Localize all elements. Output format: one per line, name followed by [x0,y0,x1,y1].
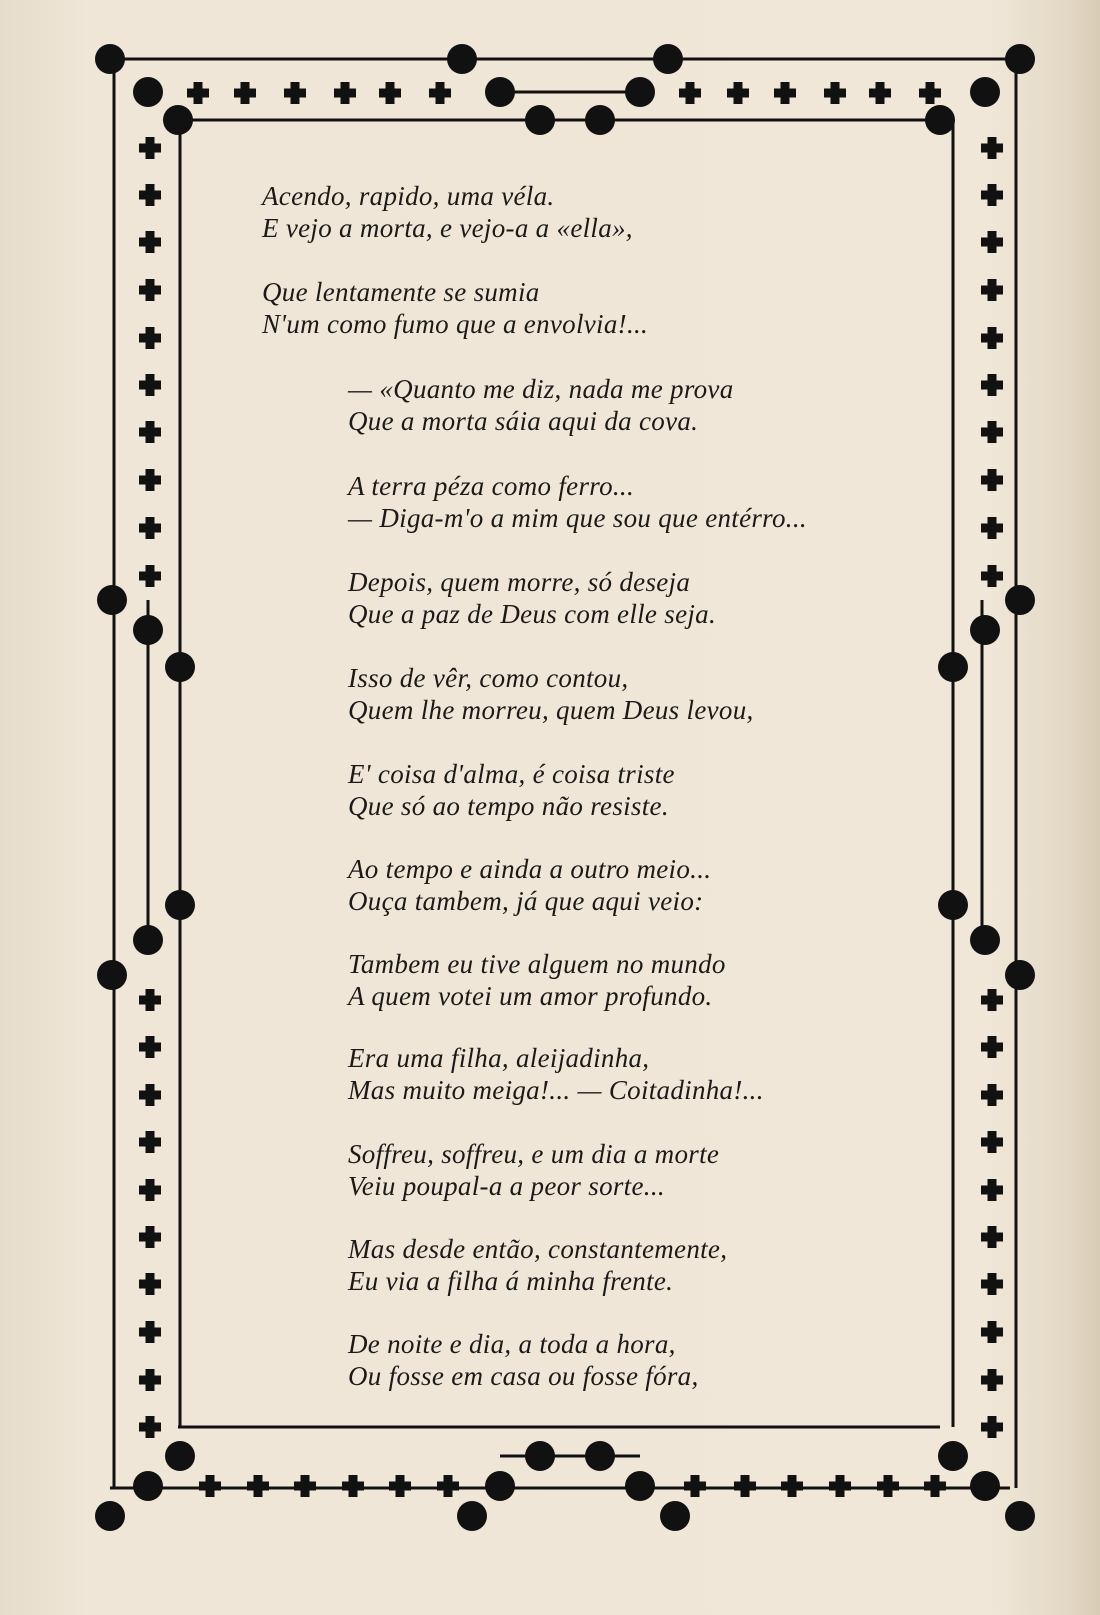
border-dot-ornament [925,105,955,135]
stanza [262,180,942,244]
border-dot-ornament [625,1471,655,1501]
cross-ornament [139,565,161,587]
cross-ornament [684,1475,706,1497]
cross-ornament [429,82,451,104]
cross-ornament [981,137,1003,159]
cross-ornament [139,184,161,206]
poem-line: Tambem eu tive alguem no mundo [348,949,726,979]
cross-ornament [139,1179,161,1201]
stanza [348,662,1028,726]
poem-line: Mas desde então, constantemente, [348,1234,728,1264]
border-dot-ornament [970,77,1000,107]
border-dot-ornament [165,890,195,920]
cross-ornament [981,1416,1003,1438]
border-dot-ornament [165,1441,195,1471]
border-dot-ornament [585,105,615,135]
poem-line: Que a morta sáia aqui da cova. [348,406,699,436]
border-dot-ornament [97,960,127,990]
stanza [348,1328,1028,1392]
cross-ornament [919,82,941,104]
poem-line: Ouça tambem, já que aqui veio: [348,886,704,916]
cross-ornament [139,1416,161,1438]
border-dot-ornament [133,1471,163,1501]
poem-line: De noite e dia, a toda a hora, [348,1329,676,1359]
stanza [348,1042,1028,1106]
border-dot-ornament [485,1471,515,1501]
border-dot-ornament [970,1471,1000,1501]
cross-ornament [981,327,1003,349]
cross-ornament [247,1475,269,1497]
stanza [348,948,1028,1012]
border-dot-ornament [447,44,477,74]
cross-ornament [379,82,401,104]
cross-ornament [334,82,356,104]
cross-ornament [139,989,161,1011]
poem-line: Isso de vêr, como contou, [348,663,629,693]
cross-ornament [187,82,209,104]
cross-ornament [981,279,1003,301]
cross-ornament [294,1475,316,1497]
stanza [348,1138,1028,1202]
cross-ornament [139,1084,161,1106]
stanza [262,276,942,340]
cross-ornament [139,1226,161,1248]
cross-ornament [139,469,161,491]
poem-line: Ao tempo e ainda a outro meio... [348,854,712,884]
cross-ornament [389,1475,411,1497]
cross-ornament [139,517,161,539]
border-dot-ornament [95,44,125,74]
poem-line: — «Quanto me diz, nada me prova [348,374,734,404]
cross-ornament [437,1475,459,1497]
poem-line: E vejo a morta, e vejo-a a «ella», [262,213,633,243]
border-dot-ornament [525,1441,555,1471]
cross-ornament [924,1475,946,1497]
cross-ornament [829,1475,851,1497]
cross-ornament [139,231,161,253]
border-dot-ornament [165,652,195,682]
cross-ornament [734,1475,756,1497]
border-dot-ornament [585,1441,615,1471]
stanza [348,470,1028,534]
cross-ornament [139,1321,161,1343]
border-dot-ornament [163,105,193,135]
cross-ornament [781,1475,803,1497]
poem-line: Veiu poupal-a a peor sorte... [348,1171,665,1201]
cross-ornament [139,1273,161,1295]
border-dot-ornament [133,77,163,107]
cross-ornament [139,421,161,443]
cross-ornament [139,1369,161,1391]
cross-ornament [679,82,701,104]
poem-line: Eu via a filha á minha frente. [348,1266,674,1296]
stanza [348,853,1028,917]
poem-line: Que só ao tempo não resiste. [348,791,669,821]
poem-line: N'um como fumo que a envolvia!... [262,309,649,339]
cross-ornament [139,327,161,349]
poem-line: Soffreu, soffreu, e um dia a morte [348,1139,720,1169]
cross-ornament [139,279,161,301]
border-dot-ornament [485,77,515,107]
border-dot-ornament [1005,1501,1035,1531]
poem-line: — Diga-m'o a mim que sou que entérro... [348,503,807,533]
poem-line: Era uma filha, aleijadinha, [348,1043,650,1073]
border-dot-ornament [625,77,655,107]
poem-line: Quem lhe morreu, quem Deus levou, [348,695,754,725]
cross-ornament [139,1131,161,1153]
poem-line: A quem votei um amor profundo. [348,981,713,1011]
border-dot-ornament [457,1501,487,1531]
cross-ornament [139,137,161,159]
cross-ornament [234,82,256,104]
border-dot-ornament [653,44,683,74]
cross-ornament [869,82,891,104]
border-dot-ornament [660,1501,690,1531]
border-dot-ornament [133,615,163,645]
poem-line: Ou fosse em casa ou fosse fóra, [348,1361,699,1391]
stanza [348,1233,1028,1297]
border-dot-ornament [95,1501,125,1531]
border-dot-ornament [1005,44,1035,74]
poem-line: A terra péza como ferro... [348,471,635,501]
cross-ornament [877,1475,899,1497]
cross-ornament [199,1475,221,1497]
border-dot-ornament [525,105,555,135]
cross-ornament [981,184,1003,206]
poem-line: Depois, quem morre, só deseja [348,567,691,597]
poem-line: Que lentamente se sumia [262,277,540,307]
cross-ornament [727,82,749,104]
border-dot-ornament [938,1441,968,1471]
cross-ornament [139,1036,161,1058]
border-dot-ornament [97,585,127,615]
poem-line: Que a paz de Deus com elle seja. [348,599,717,629]
poem-line: Acendo, rapido, uma véla. [262,181,555,211]
border-dot-ornament [133,925,163,955]
cross-ornament [342,1475,364,1497]
cross-ornament [284,82,306,104]
poem-line: Mas muito meiga!... — Coitadinha!... [348,1075,764,1105]
cross-ornament [139,374,161,396]
poem-line: E' coisa d'alma, é coisa triste [348,759,675,789]
cross-ornament [981,231,1003,253]
cross-ornament [824,82,846,104]
stanza [348,566,1028,630]
stanza [348,373,1028,437]
cross-ornament [774,82,796,104]
stanza [348,758,1028,822]
